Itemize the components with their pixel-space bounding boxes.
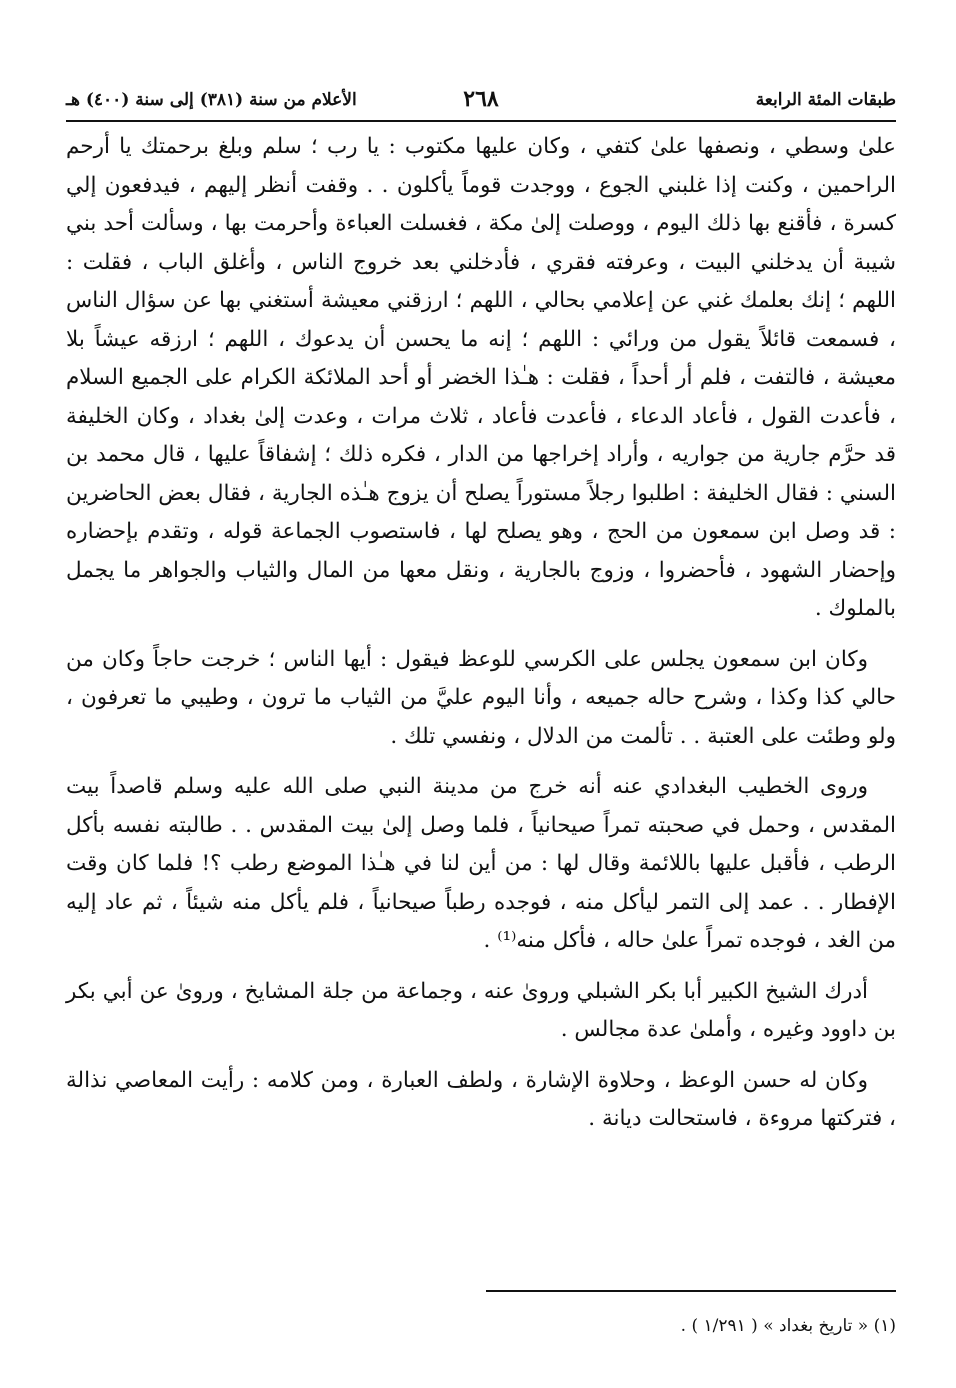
- paragraph: وكان ابن سمعون يجلس على الكرسي للوعظ فيقول : أيها الناس ؛ خرجت حاجاً وكان من حالي كذا وكذا ، وشرح حاله جميعه ، وأنا اليوم عليَّ من الثياب ما ترون ، وطيبي ما تعرفون ، ولو وطئت على العتبة . . تألمت من الدلال ، ونفسي تلك .: [66, 646, 896, 749]
- paragraph: أدرك الشيخ الكبير أبا بكر الشبلي وروىٰ عنه ، وجماعة من جلة المشايخ ، وروىٰ عن أبي بكر بن داوود وغيره ، وأملىٰ عدة مجالس .: [66, 978, 896, 1042]
- footnote: (١) « تاريخ بغداد » ( ١/٢٩١ ) .: [680, 1316, 896, 1336]
- paragraph: علىٰ وسطي ، ونصفها علىٰ كتفي ، وكان عليها مكتوب : يا رب ؛ سلم وبلغ برحمتك يا أرحم الراحمين ، وكنت إذا غلبني الجوع ، ووجدت قوماً يأكلون . . وقفت أنظر إليهم ، فيدفعون إلي كسرة ، فأقنع بها ذلك اليوم ، ووصلت إلىٰ مكة ، فغسلت العباءة وأحرمت بها ، وسألت أحد بني شيبة أن يدخلني البيت ، وعرفته فقري ، فأدخلني بعد خروج الناس ، وأغلق الباب ، فقلت : اللهم ؛ إنك بعلمك غني عن إعلامي بحالي ، اللهم ؛ ارزقني معيشة أستغني بها عن سؤال الناس ، فسمعت قائلاً يقول من ورائي : اللهم ؛ إنه ما يحسن أن يدعوك ، اللهم ؛ ارزقه عيشاً بلا معيشة ، فالتفت ، فلم أر أحداً ، فقلت : هـٰذا الخضر أو أحد الملائكة الكرام على الجميع السلام ، فأعدت القول ، فأعاد الدعاء ، فأعدت فأعاد ، ثلاث مرات ، وعدت إلىٰ بغداد ، وكان الخليفة قد حرَّم جارية من جواريه ، وأراد إخراجها من الدار ، فكره ذلك ؛ إشفاقاً عليها ، قال محمد بن السني : فقال الخليفة : اطلبوا رجلاً مستوراً يصلح أن يزوج هـٰذه الجارية ، فقال بعض الحاضرين : قد وصل ابن سمعون من الحج ، وهو يصلح لها ، فاستصوب الجماعة قوله ، وتقدم بإحضاره وإحضار الشهود ، فأحضروا ، وزوج بالجارية ، ونقل معها من المال والثياب والجواهر ما يجمل بالملوك .: [66, 134, 896, 621]
- page-number: ٢٦٨: [463, 86, 499, 112]
- section-title: الأعلام من سنة (٣٨١) إلى سنة (٤٠٠) هـ: [66, 90, 357, 110]
- book-title: طبقات المئة الرابعة: [755, 90, 896, 110]
- main-text: [66, 128, 896, 1151]
- paragraph: وروى الخطيب البغدادي عنه أنه خرج من مدينة النبي صلى الله عليه وسلم قاصداً بيت المقدس ، وحمل في صحبته تمراً صيحانياً ، فلما وصل إلىٰ بيت المقدس . . طالبته نفسه بأكل الرطب ، فأقبل عليها باللائمة وقال لها : من أين لنا في هـٰذا الموضع رطب ؟! فلما كان وقت الإفطار . . عمد إلى التمر ليأكل منه ، فوجده رطباً صيحانياً ، فلم يأكل منه شيئاً ، ثم عاد إليه من الغد ، فوجده تمراً علىٰ حاله ، فأكل منه⁽¹⁾ .: [66, 774, 896, 953]
- header-divider: [66, 120, 896, 122]
- running-header: [66, 84, 896, 118]
- paragraph: وكان له حسن الوعظ ، وحلاوة الإشارة ، ولطف العبارة ، ومن كلامه : رأيت المعاصي نذالة ، فتركتها مروءة ، فاستحالت ديانة .: [66, 1067, 896, 1131]
- footnote-divider: [486, 1290, 896, 1292]
